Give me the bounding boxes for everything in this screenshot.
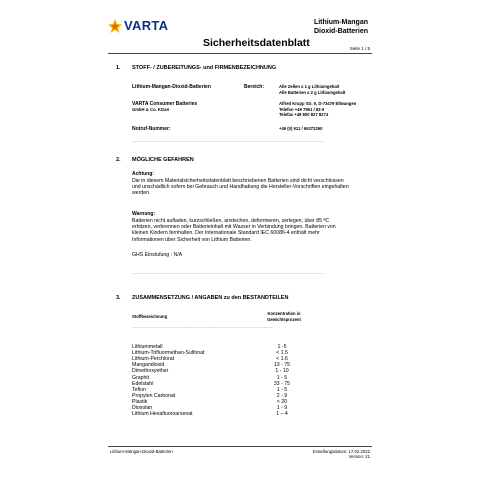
section3-title: ZUSAMMENSETZUNG / ANGABEN zu den BESTANDTEILEN [132,295,289,301]
ghs-classification: GHS Einstufung : N/A [132,252,183,258]
footer-version: Version: 21 [348,454,370,459]
substance-name: Dimethoxyether [132,368,169,375]
warnung-line: Batterien nicht aufladen, kurzschließen, anstechen, deformieren, zerlegen, über 85 ºC [132,218,330,224]
product-label: Lithium-Mangan-Dioxid-Batterien [132,84,211,90]
warnung-line: kleinen Kindern fernhalten. Der Internationale Standard IEC 60086-4 enthält mehr [132,230,320,237]
footer-right [313,449,370,459]
warnung-label: Warnung: [132,211,156,217]
header-divider [108,53,372,54]
company-address: Alfred Krupp Str. 9, D-73479 Ellwangen [279,101,357,106]
section2-number: 2. [116,157,121,163]
section1-title: STOFF- / ZUBEREITUNGS- und FIRMENBEZEICHNUNG [132,65,277,71]
company-contact [279,101,356,118]
achtung-text [132,178,372,197]
footer-divider [108,446,372,447]
bereich-values [279,84,345,95]
product-title-line2: Dioxid-Batterien [313,27,368,35]
substance-concentration: 1 – 4 [276,411,288,418]
company-name: VARTA Consumer Batteries [132,101,198,107]
substance-name: Graphit [132,374,150,381]
substance-concentration: 1 -5 [277,344,287,350]
substance-name: Edelstahl [132,380,154,387]
substance-name: Lithium-Perchlorat [132,356,175,363]
logo-text: VARTA [124,18,169,33]
substance-concentration: 1 - 5 [276,386,288,393]
table-col2-header-line2: Gewichtsprozent [267,316,301,322]
company-phone: Telefon +49 7961 / 83-0 [279,106,325,112]
substance-concentration: 2 - 9 [276,392,288,399]
section2-title: MÖGLICHE GEFAHREN [132,157,194,163]
footer-left: Lithium-Mangan-Dioxid-Batterien [110,449,173,454]
page-number: Seite 1 / 5 [349,46,370,51]
company-fax: Telefax +49 800 827 8274 [279,112,329,118]
bereich-line1: Alle Zellen ≤ 1 g Lithiumgehalt [279,84,340,89]
warnung-line: Informationen über Sicherheit von Lithium Batterien. [132,236,252,243]
table-row [132,411,292,417]
substance-name: Lithiummetall [132,344,163,350]
achtung-line: Die in diesem Materialsicherheitsdatenblatt beschriebenen Batterien sind dicht verschlossen [132,178,344,184]
bereich-label: Bereich: [244,84,265,90]
section1-number: 1. [116,65,121,71]
substance-concentration: < 1.6 [276,356,288,363]
substance-concentration: 33 - 75 [273,380,291,387]
emergency-label: Notruf-Nummer: [132,126,171,132]
achtung-line: und unschädlich sofern bei Gebrauch und Handhabung die Hersteller-Vorschriften eingehalten [132,184,349,191]
company-sub: GmbH & Co. KGaA [132,107,170,112]
warnung-line: erhitzen, verbrennen oder Batterieinhalt mit Wasser in Verbindung bringen. Batterien von [132,224,336,231]
table-header-dots: ……………………………………………………………………………… [132,324,273,329]
substance-name: Teflon [132,386,146,393]
achtung-label: Achtung: [132,171,154,177]
table-col2-header-line1: Konzentration in [267,311,301,316]
substance-name: Plastik [132,398,148,405]
substance-name: Propylen Carbonat [132,392,176,399]
product-title [314,19,368,36]
table-col2-header [262,311,306,322]
warnung-text [132,218,372,243]
substance-name: Lithium-Trifluormethan-Sulfonat [132,350,205,357]
table-col1-header: Stoffbezeichnung [132,314,168,319]
section2-dots: …………………………………………………………………………………………………………… [132,270,325,275]
bereich-line2: Alle Batterien ≤ 2 g Lithiumgehalt [279,89,346,95]
section3-number: 3. [116,295,121,301]
substance-concentration: 1 - 10 [275,368,289,375]
substance-concentration: 1 - 5 [276,374,288,381]
substance-name: Dioxolan [132,405,153,411]
substance-name: Mangandioxid [132,362,165,369]
footer-date: Erstellungsdatum: 17.02.2022 [312,449,370,454]
section1-dots: …………………………………………………………………………………………………………… [132,138,325,143]
substance-concentration: < 20 [276,398,288,405]
substance-name: Lithium Hexafluoroarsenat [132,411,193,418]
substance-concentration: < 1.5 [276,350,288,357]
emergency-number: +49 (0) 911 / 65372260 [279,126,323,131]
substance-concentration: 1 - 9 [276,405,288,411]
varta-logo [108,18,176,34]
substance-concentration: 13 - 75 [273,362,291,369]
achtung-line: werden. [132,190,151,197]
document-title: Sicherheitsdatenblatt [203,37,310,49]
varta-star-icon [108,19,122,33]
product-title-line1: Lithium-Mangan [313,19,368,26]
